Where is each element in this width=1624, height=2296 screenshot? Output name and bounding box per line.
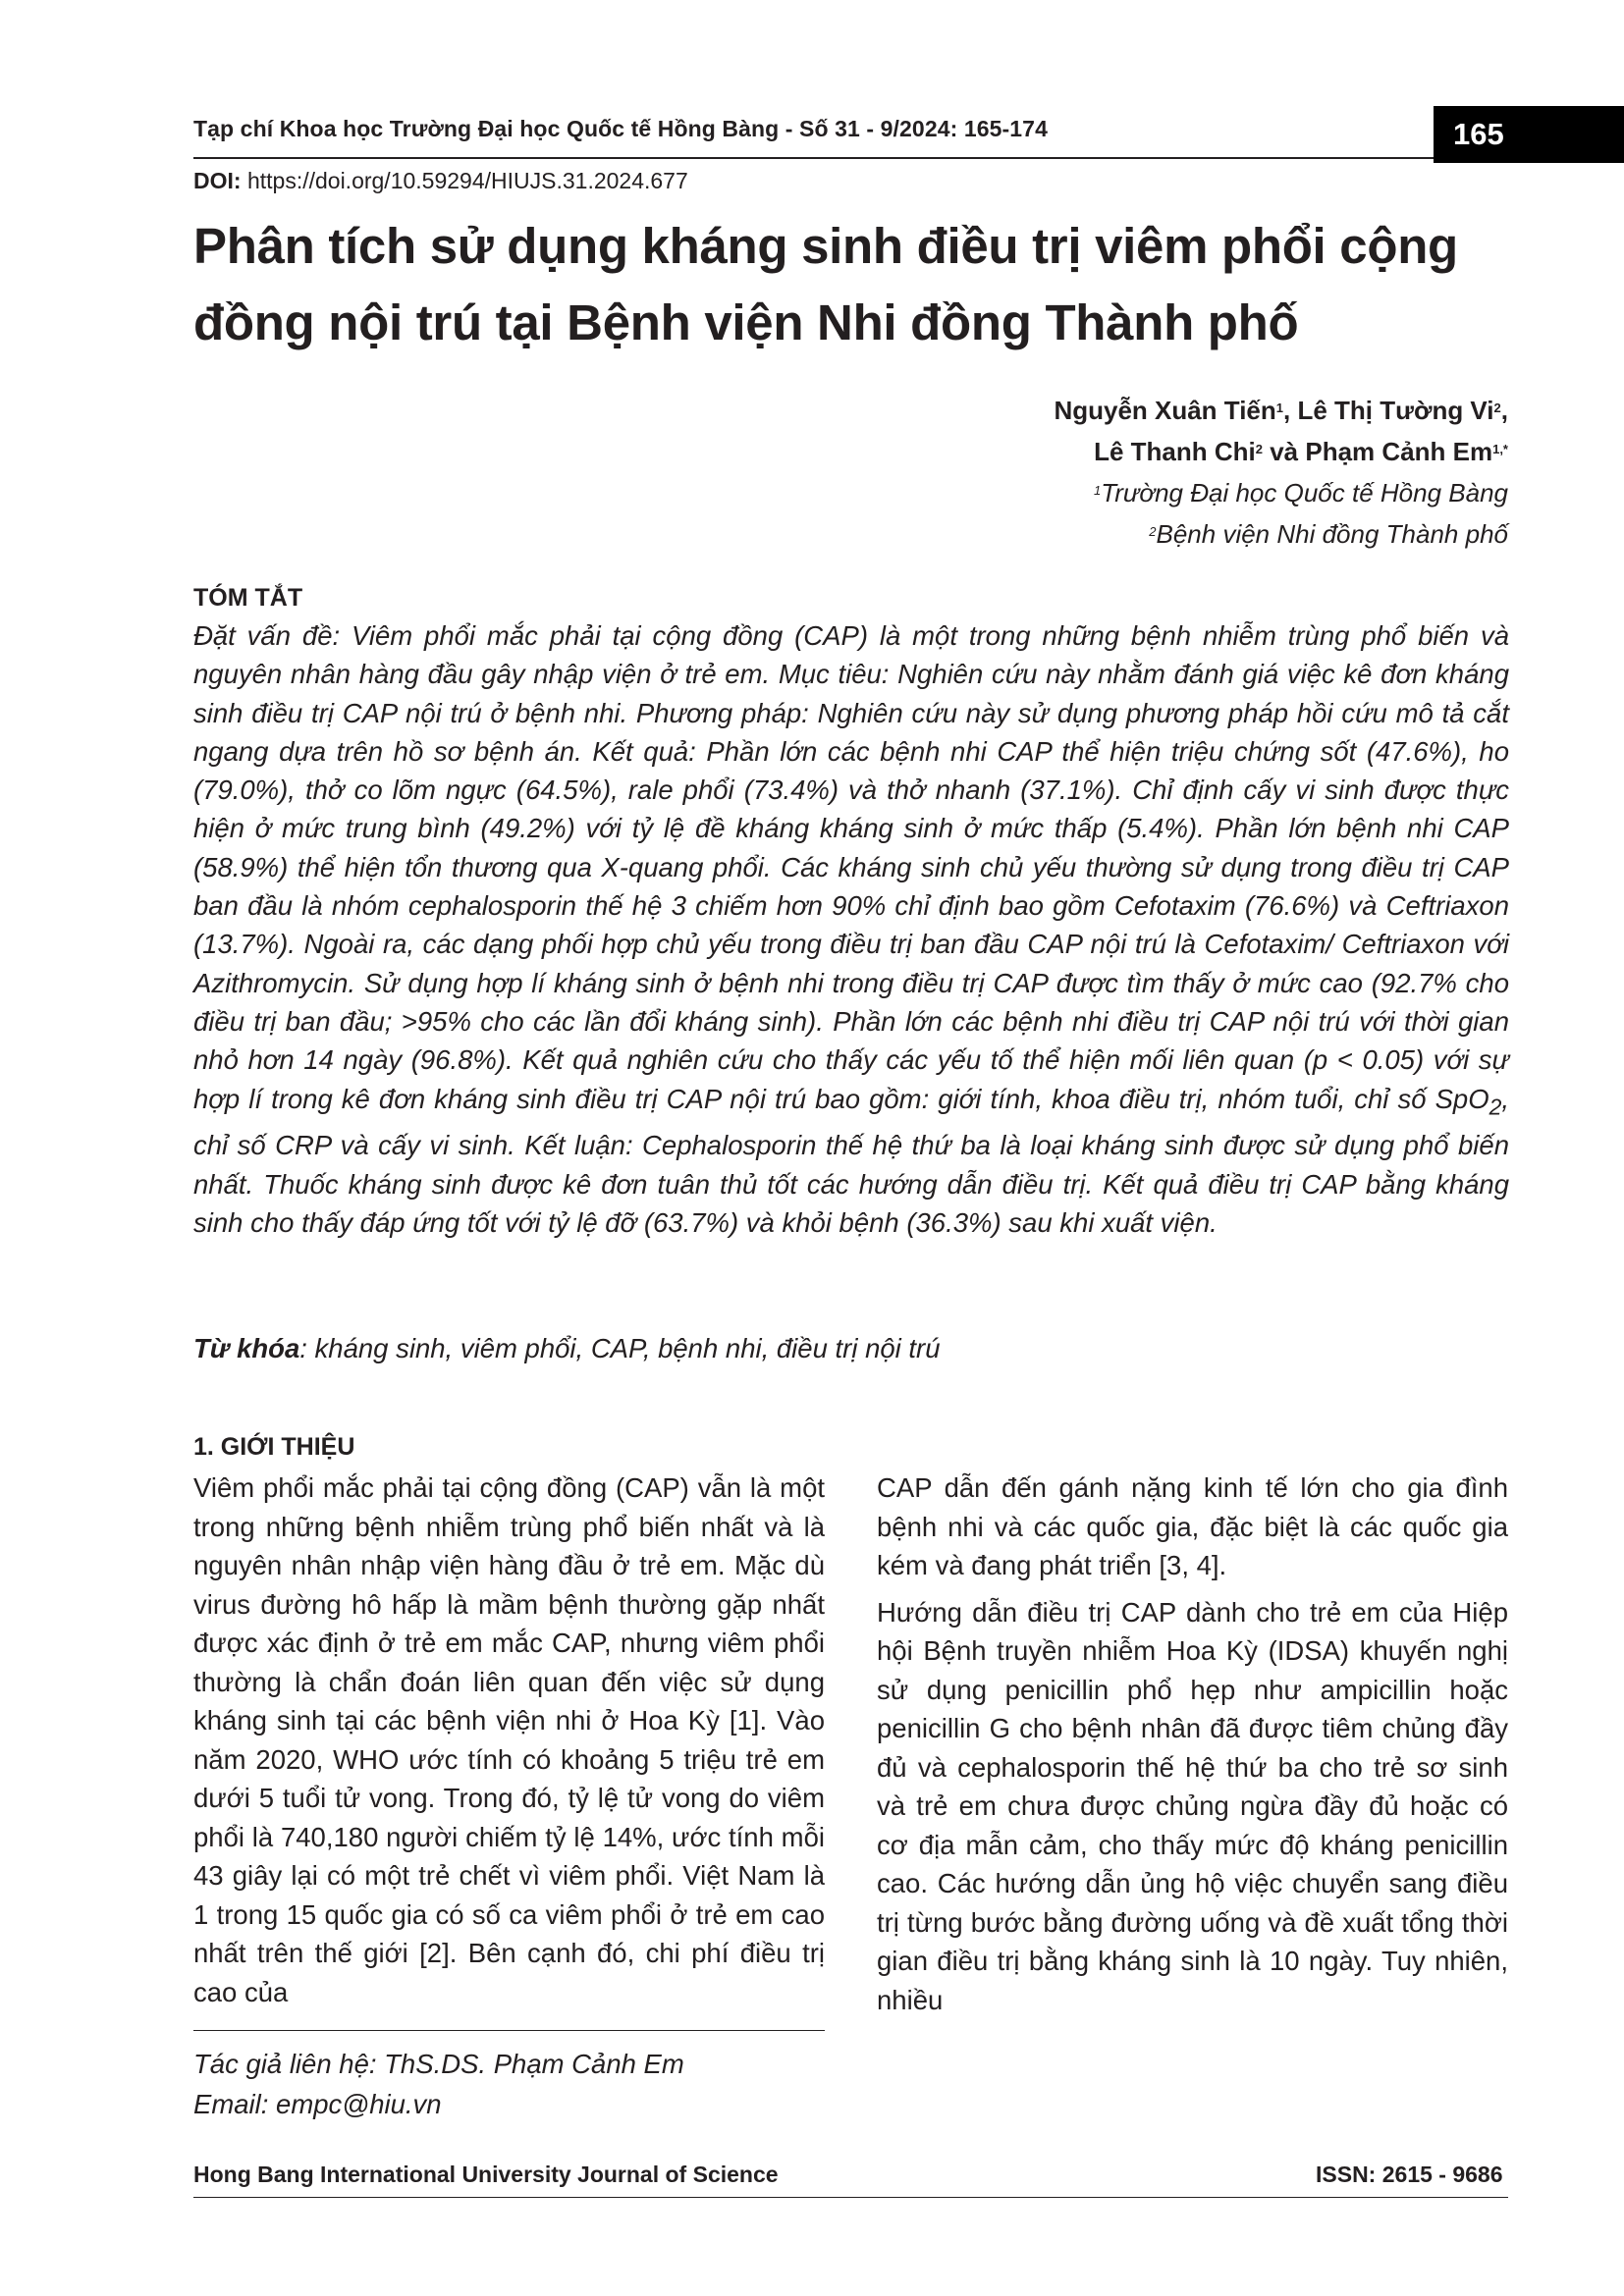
left-column — [193, 1468, 825, 2011]
keywords-text: : kháng sinh, viêm phổi, CAP, bệnh nhi, điều trị nội trú — [299, 1333, 941, 1363]
affiliation-sup: 2 — [1149, 524, 1157, 539]
author-name: Nguyễn Xuân Tiến — [1054, 396, 1276, 425]
intro-paragraph-1: Viêm phổi mắc phải tại cộng đồng (CAP) vẫn là một trong những bệnh nhiễm trùng phổ biến nhất và là nguyên nhân nhập viện hàng đầu ở trẻ em. Mặc dù virus đường hô hấp là mầm bệnh thường gặp nhất được xác định ở trẻ em mắc CAP, nhưng viêm phổi thường là chẩn đoán liên quan đến việc sử dụng kháng sinh tại các bệnh viện nhi ở Hoa Kỳ [1]. Vào năm 2020, WHO ước tính có khoảng 5 triệu trẻ em dưới 5 tuổi tử vong. Trong đó, tỷ lệ tử vong do viêm phổi là 740,180 người chiếm tỷ lệ 14%, ước tính mỗi 43 giây lại có một trẻ chết vì viêm phổi. Việt Nam là 1 trong 15 quốc gia có số ca viêm phổi ở trẻ em cao nhất trên thế giới [2]. Bên cạnh đó, chi phí điều trị cao của — [193, 1472, 825, 2007]
doi-label: DOI: — [193, 168, 242, 193]
affiliation-text: Bệnh viện Nhi đồng Thành phố — [1156, 519, 1508, 549]
affiliation-1 — [1054, 472, 1508, 513]
abstract-heading: TÓM TẮT — [193, 584, 303, 612]
journal-header: Tạp chí Khoa học Trường Đại học Quốc tế Hồng Bàng - Số 31 - 9/2024: 165-174 — [193, 116, 1048, 141]
affiliation-2 — [1054, 513, 1508, 555]
author-sup: 2 — [1493, 400, 1501, 415]
abstract-text-part2: , chỉ số CRP và cấy vi sinh. Kết luận: Cephalosporin thế hệ thứ ba là loại kháng sinh được sử dụng phổ biến nhất. Thuốc kháng sinh được kê đơn tuân thủ tốt các hướng dẫn điều trị. Kết quả điều trị CAP bằng kháng sinh cho thấy đáp ứng tốt với tỷ lệ đỡ (63.7%) và khỏi bệnh (36.3%) sau khi xuất viện. — [193, 1083, 1509, 1238]
author-name: Phạm Cảnh Em — [1305, 437, 1493, 466]
footer-issn: ISSN: 2615 - 9686 — [1316, 2162, 1503, 2187]
footer-journal: Hong Bang International University Journal of Science — [193, 2162, 779, 2187]
author-sup: 2 — [1255, 442, 1263, 456]
section-heading-introduction: 1. GIỚI THIỆU — [193, 1433, 355, 1461]
affiliation-text: Trường Đại học Quốc tế Hồng Bàng — [1101, 478, 1508, 507]
header-divider — [193, 157, 1434, 159]
abstract-text-part1: Đặt vấn đề: Viêm phổi mắc phải tại cộng đồng (CAP) là một trong những bệnh nhiễm trùng phổ biến và nguyên nhân hàng đầu gây nhập viện ở trẻ em. Mục tiêu: Nghiên cứu này nhằm đánh giá việc kê đơn kháng sinh điều trị CAP nội trú ở bệnh nhi. Phương pháp: Nghiên cứu này sử dụng phương pháp hồi cứu mô tả cắt ngang dựa trên hồ sơ bệnh án. Kết quả: Phần lớn các bệnh nhi CAP thể hiện triệu chứng sốt (47.6%), ho (79.0%), thở co lõm ngực (64.5%), rale phổi (73.4%) và thở nhanh (37.1%). Chỉ định cấy vi sinh được thực hiện ở mức trung bình (49.2%) với tỷ lệ đề kháng kháng sinh ở mức thấp (5.4%). Phần lớn bệnh nhi CAP (58.9%) thể hiện tổn thương qua X-quang phổi. Các kháng sinh chủ yếu thường sử dụng trong điều trị CAP ban đầu là nhóm cephalosporin thế hệ 3 chiếm hơn 90% chỉ định bao gồm Cefotaxim (76.6%) và Ceftriaxon (13.7%). Ngoài ra, các dạng phối hợp chủ yếu trong điều trị ban đầu CAP nội trú là Cefotaxim/ Ceftriaxon với Azithromycin. Sử dụng hợp lí kháng sinh ở bệnh nhi trong điều trị CAP được tìm thấy ở mức cao (92.7% cho điều trị ban đầu; >95% cho các lần đổi kháng sinh). Phần lớn các bệnh nhi điều trị CAP nội trú với thời gian nhỏ hơn 14 ngày (96.8%). Kết quả nghiên cứu cho thấy các yếu tố thể hiện mối liên quan (p < 0.05) với sự hợp lí trong kê đơn kháng sinh điều trị CAP nội trú bao gồm: giới tính, khoa điều trị, nhóm tuổi, chỉ số SpO — [193, 620, 1509, 1114]
footnote-divider — [193, 2030, 825, 2031]
author-sup: 1 — [1275, 400, 1284, 415]
author-conjunction: và — [1270, 437, 1299, 466]
corresponding-author: Tác giả liên hệ: ThS.DS. Phạm Cảnh Em — [193, 2049, 684, 2079]
intro-paragraph-2: CAP dẫn đến gánh nặng kinh tế lớn cho gia đình bệnh nhi và các quốc gia, đặc biệt là các quốc gia kém và đang phát triển [3, 4]. — [877, 1472, 1508, 1580]
footnote — [193, 2044, 684, 2124]
author-line-2 — [1054, 431, 1508, 472]
article-title: Phân tích sử dụng kháng sinh điều trị viêm phổi cộng đồng nội trú tại Bệnh viện Nhi đồng Thành phố — [193, 218, 1458, 350]
doi-line — [193, 168, 688, 194]
author-sup: 1,* — [1492, 442, 1508, 456]
doi-link[interactable]: https://doi.org/10.59294/HIUJS.31.2024.677 — [246, 168, 688, 193]
keywords-label: Từ khóa — [193, 1333, 300, 1363]
page-number — [1434, 106, 1624, 163]
footer-divider — [193, 2197, 1508, 2198]
affiliation-sup: 1 — [1094, 483, 1102, 498]
intro-paragraph-3: Hướng dẫn điều trị CAP dành cho trẻ em của Hiệp hội Bệnh truyền nhiễm Hoa Kỳ (IDSA) khuyến nghị sử dụng penicillin phổ hẹp như ampicillin hoặc penicillin G cho bệnh nhân đã được tiêm chủng đầy đủ và cephalosporin thế hệ thứ ba cho trẻ sơ sinh và trẻ em chưa được chủng ngừa đầy đủ hoặc có cơ địa mẫn cảm, cho thấy mức độ kháng penicillin cao. Các hướng dẫn ủng hộ việc chuyển sang điều trị từng bước bằng đường uống và đề xuất tổng thời gian điều trị bằng kháng sinh là 10 ngày. Tuy nhiên, nhiều — [877, 1596, 1508, 2015]
abstract-subscript: 2 — [1489, 1094, 1502, 1120]
author-name: Lê Thị Tường Vi — [1297, 396, 1494, 425]
abstract-body — [193, 616, 1509, 1242]
right-column — [877, 1468, 1508, 2019]
author-line-1: Nguyễn Xuân Tiến$^1$, Lê Thị Tường Vi$^2$, — [1054, 396, 1508, 425]
keywords-line — [193, 1333, 941, 1364]
author-block — [1054, 390, 1508, 555]
page-number-text: 165 — [1453, 117, 1504, 151]
corresponding-email: Email: empc@hiu.vn — [193, 2089, 442, 2119]
author-name: Lê Thanh Chi — [1094, 437, 1256, 466]
